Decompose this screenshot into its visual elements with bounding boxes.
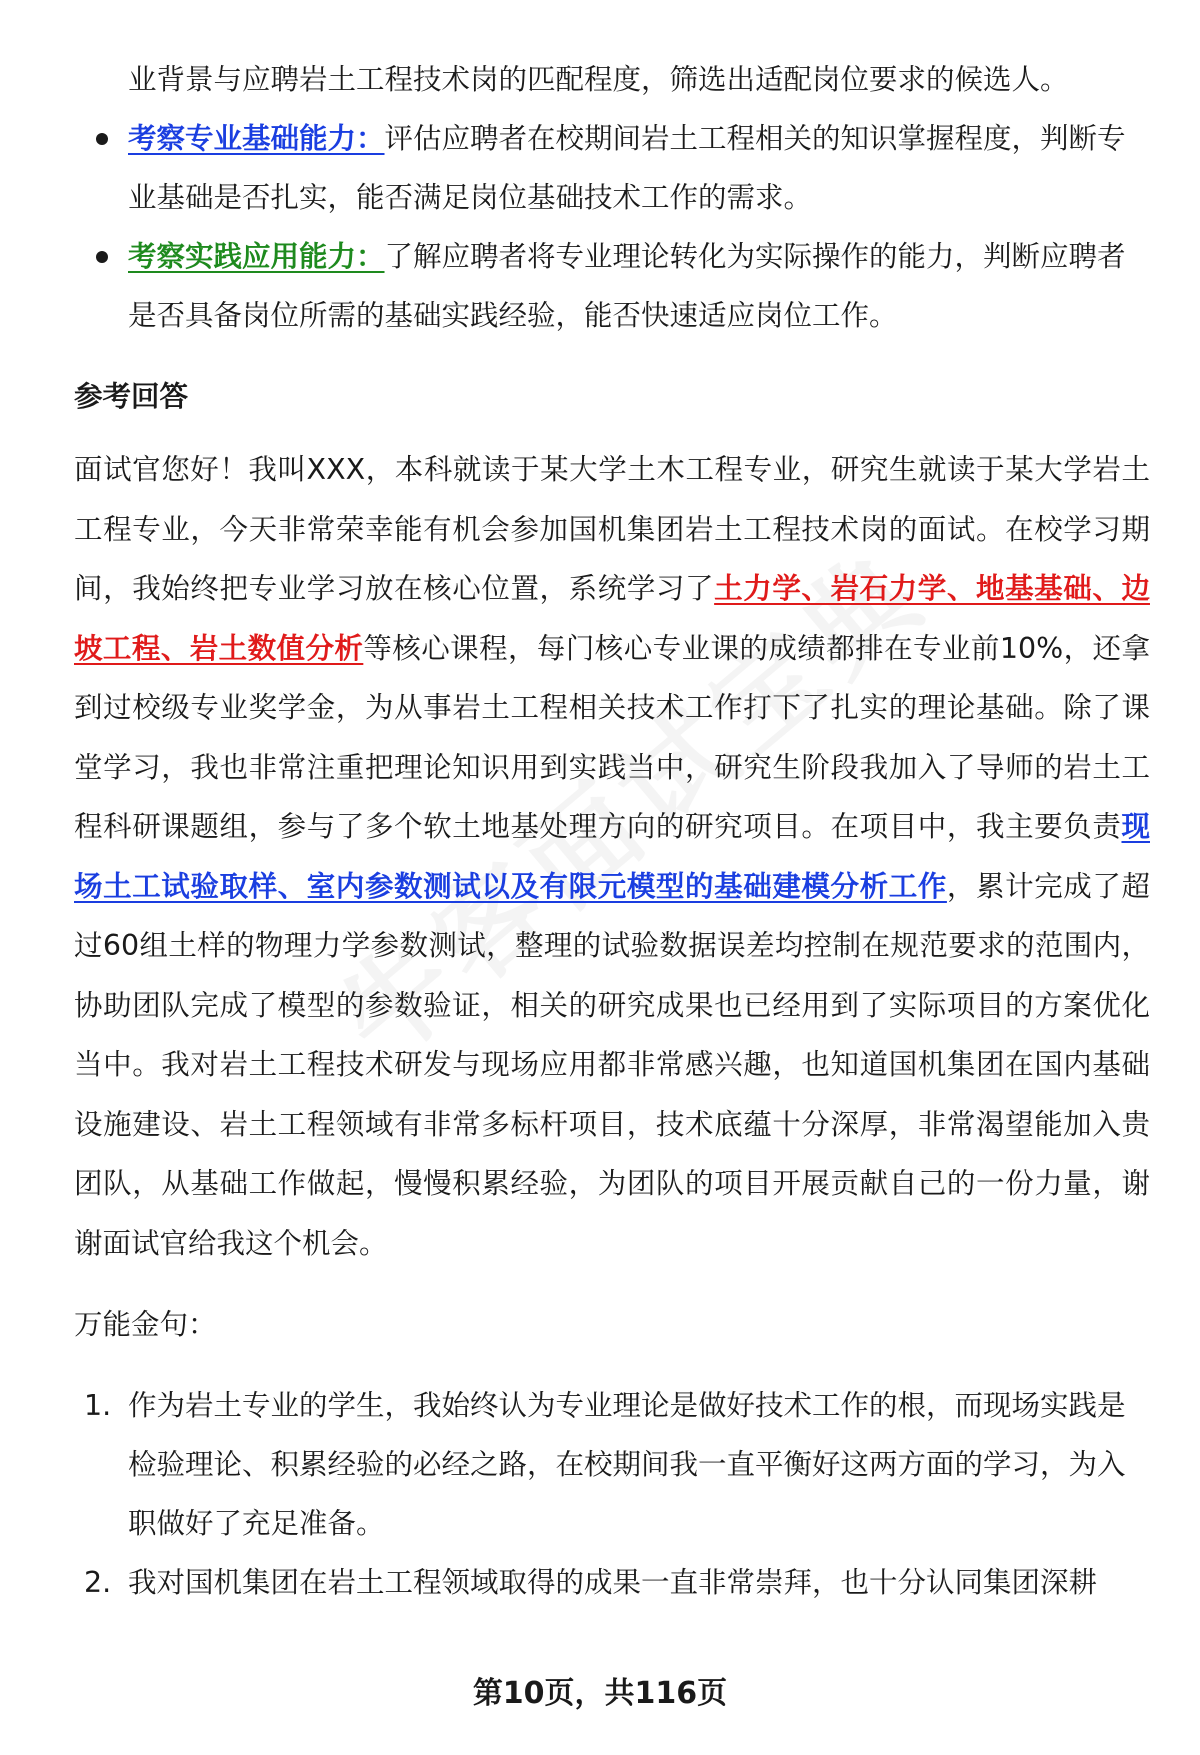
intro-continuation: 业背景与应聘岩土工程技术岗的匹配程度，筛选出适配岗位要求的候选人。 [128, 63, 1069, 96]
list-number: 2. [84, 1566, 112, 1599]
reference-answer [74, 440, 1150, 1273]
bullet-item-professional-basis [74, 109, 1150, 227]
section-title: 参考回答 [74, 380, 189, 413]
page-content [74, 50, 1150, 1612]
list-number: 1. [84, 1389, 112, 1422]
golden-sentence-text: 作为岩土专业的学生，我始终认为专业理论是做好技术工作的根，而现场实践是检验理论、积累经验的必经之路，在校期间我一直平衡好这两方面的学习，为入职做好了充足准备。 [128, 1389, 1126, 1540]
answer-highlight-courses: 土力学、岩石力学、地基基础、边坡工程、岩土数值分析 [74, 572, 1150, 665]
answer-highlight-responsibilities: 现场土工试验取样、室内参数测试以及有限元模型的基础建模分析工作 [74, 810, 1150, 903]
answer-text: 等核心课程，每门核心专业课的成绩都排在专业前10%，还拿到过校级专业奖学金，为从事岩土工程相关技术工作打下了扎实的理论基础。除了课堂学习，我也非常注重把理论知识用到实践当中，研究生阶段我加入了导师的岩土工程科研课题组，参与了多个软土地基处理方向的研究项目。在项目中，我主要负责 [74, 631, 1150, 843]
golden-sentence-item [74, 1553, 1150, 1612]
golden-sentences-list [74, 1376, 1150, 1612]
bullet-dot-icon [96, 133, 108, 145]
bullet-label: 考察实践应用能力： [128, 240, 385, 273]
bullet-text: 了解应聘者将专业理论转化为实际操作的能力，判断应聘者是否具备岗位所需的基础实践经验，能否快速适应岗位工作。 [128, 240, 1126, 332]
golden-sentences-title: 万能金句： [74, 1308, 217, 1341]
golden-sentence-text: 我对国机集团在岩土工程领域取得的成果一直非常崇拜，也十分认同集团深耕 [128, 1566, 1098, 1599]
golden-sentence-item [74, 1376, 1150, 1553]
bullet-item-practical-ability [74, 227, 1150, 345]
assessment-bullet-list [74, 109, 1150, 345]
answer-text: ，累计完成了超过60组土样的物理力学参数测试，整理的试验数据误差均控制在规范要求的范围内，协助团队完成了模型的参数验证，相关的研究成果也已经用到了实际项目的方案优化当中。我对岩土工程技术研发与现场应用都非常感兴趣，也知道国机集团在国内基础设施建设、岩土工程领域有非常多标杆项目，技术底蕴十分深厚，非常渴望能加入贵团队，从基础工作做起，慢慢积累经验，为团队的项目开展贡献自己的一份力量，谢谢面试官给我这个机会。 [74, 869, 1150, 1260]
page-number-footer: 第10页，共116页 [472, 1676, 728, 1711]
bullet-label: 考察专业基础能力： [128, 122, 385, 155]
bullet-dot-icon [96, 251, 108, 263]
bullet-text: 评估应聘者在校期间岩土工程相关的知识掌握程度，判断专业基础是否扎实，能否满足岗位基础技术工作的需求。 [128, 122, 1126, 214]
answer-text: 面试官您好！我叫XXX，本科就读于某大学土木工程专业，研究生就读于某大学岩土工程专业，今天非常荣幸能有机会参加国机集团岩土工程技术岗的面试。在校学习期间，我始终把专业学习放在核心位置，系统学习了 [74, 453, 1150, 605]
